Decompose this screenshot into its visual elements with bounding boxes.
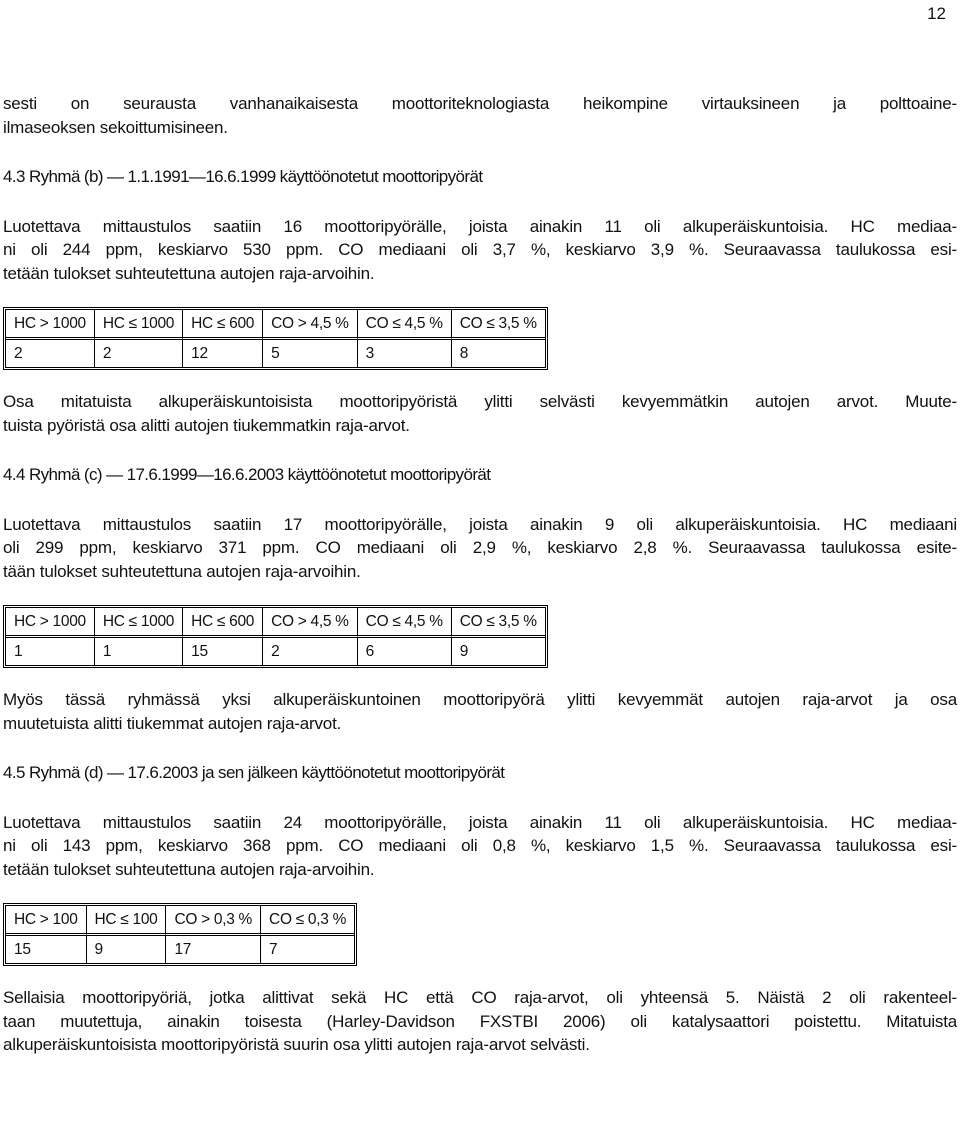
document-body [3,92,957,1057]
section-b-after-paragraph [3,390,957,437]
results-table-d [3,903,357,966]
text-line: ilmaseoksen sekoittumisineen. [3,117,228,137]
page-number: 12 [927,4,946,23]
table-header-cell: HC > 1000 [6,608,95,638]
section-d-paragraph [3,811,957,882]
table-header-cell: CO > 4,5 % [263,608,358,638]
table-row [6,638,545,665]
text-line: taan muutettuja, ainakin toisesta (Harley-Davidson FXSTBI 2006) oli katalysaattori poistettu. Mitatuista [3,1011,957,1031]
text-line: muutetuista alitti tiukemmat autojen raja-arvot. [3,713,342,733]
table-header-cell: HC ≤ 600 [183,608,263,638]
section-c-paragraph [3,513,957,584]
table-cell: 15 [183,638,263,665]
text-line: tetään tulokset suhteutettuna autojen raja-arvoihin. [3,263,375,283]
table-cell: 6 [358,638,452,665]
table-header-cell: CO ≤ 4,5 % [358,310,452,340]
table-cell: 15 [6,936,87,963]
text-line: alkuperäiskuntoisista moottoripyöristä suurin osa ylitti autojen raja-arvot selvästi. [3,1035,590,1054]
text-line: tään tulokset suhteutettuna autojen raja-arvoihin. [3,561,361,581]
text-line: oli 299 ppm, keskiarvo 371 ppm. CO mediaani oli 2,9 %, keskiarvo 2,8 %. Seuraavassa taulukossa esite- [3,538,957,557]
table-header-cell: HC ≤ 600 [183,310,263,340]
section-heading-c: 4.4 Ryhmä (c) — 17.6.1999—16.6.2003 käyttöönotetut moottoripyörät [3,465,491,484]
results-table-c [3,605,548,668]
table-header-row [6,906,354,936]
table-header-row [6,310,545,340]
text-line: ni oli 143 ppm, keskiarvo 368 ppm. CO mediaani oli 0,8 %, keskiarvo 1,5 %. Seuraavassa taulukossa esi- [3,836,957,855]
table-cell: 17 [166,936,261,963]
table-header-cell: HC ≤ 1000 [95,310,183,340]
text-line: tetään tulokset suhteutettuna autojen raja-arvoihin. [3,859,375,879]
table-header-row [6,608,545,638]
table-row [6,340,545,367]
intro-paragraph [3,92,957,139]
table-header-cell: CO ≤ 3,5 % [452,608,545,638]
table-cell: 1 [95,638,183,665]
table-header-cell: HC ≤ 100 [87,906,167,936]
text-line: Luotettava mittaustulos saatiin 24 moottoripyörälle, joista ainakin 11 oli alkuperäiskuntoisia. HC mediaa- [3,812,957,832]
table-header-cell: CO ≤ 4,5 % [358,608,452,638]
table-cell: 9 [459,643,469,660]
table-header-cell: HC > 1000 [6,310,95,340]
table-header-cell: CO ≤ 0,3 % [261,906,354,936]
section-d-after-paragraph [3,986,957,1057]
table-cell: 9 [87,936,167,963]
text-line: Myös tässä ryhmässä yksi alkuperäiskuntoinen moottoripyörä ylitti kevyemmät autojen raja-arvot ja osa [3,690,957,709]
section-c-after-paragraph [3,688,957,735]
text-line: ni oli 244 ppm, keskiarvo 530 ppm. CO mediaani oli 3,7 %, keskiarvo 3,9 %. Seuraavassa taulukossa esi- [3,240,957,259]
text-line: Sellaisia moottoripyöriä, jotka alittivat sekä HC että CO raja-arvot, oli yhteensä 5. Näistä 2 oli rakenteel- [3,988,957,1007]
text-line: Osa mitatuista alkuperäiskuntoisista moottoripyöristä ylitti selvästi kevyemmätkin autojen arvot. Muute- [3,392,957,411]
text-line: Luotettava mittaustulos saatiin 16 moottoripyörälle, joista ainakin 11 oli alkuperäiskuntoisia. HC mediaa- [3,216,957,236]
text-line: Luotettava mittaustulos saatiin 17 moottoripyörälle, joista ainakin 9 oli alkuperäiskuntoisia. HC mediaani [3,514,957,534]
results-table-b [3,307,548,370]
table-header-cell: HC > 100 [6,906,87,936]
table-row [6,936,354,963]
section-heading-d: 4.5 Ryhmä (d) — 17.6.2003 ja sen jälkeen käyttöönotetut moottoripyörät [3,763,505,782]
section-heading-b: 4.3 Ryhmä (b) — 1.1.1991—16.6.1999 käyttöönotetut moottoripyörät [3,167,483,186]
table-header-cell: CO > 0,3 % [166,906,261,936]
table-cell: 3 [358,340,452,367]
table-cell: 1 [6,638,95,665]
table-cell: 2 [263,638,358,665]
table-cell: 12 [183,340,263,367]
table-cell: 8 [459,345,469,362]
section-b-paragraph [3,215,957,286]
text-line: sesti on seurausta vanhanaikaisesta moottoriteknologiasta heikompine virtauksineen ja polttoaine- [3,94,957,113]
table-header-cell: CO > 4,5 % [263,310,358,340]
table-cell: 7 [269,941,278,958]
table-cell: 2 [6,340,95,367]
table-header-cell: HC ≤ 1000 [95,608,183,638]
table-cell: 2 [95,340,183,367]
table-cell: 5 [263,340,358,367]
text-line: tuista pyöristä osa alitti autojen tiukemmatkin raja-arvot. [3,415,410,435]
table-header-cell: CO ≤ 3,5 % [452,310,545,340]
